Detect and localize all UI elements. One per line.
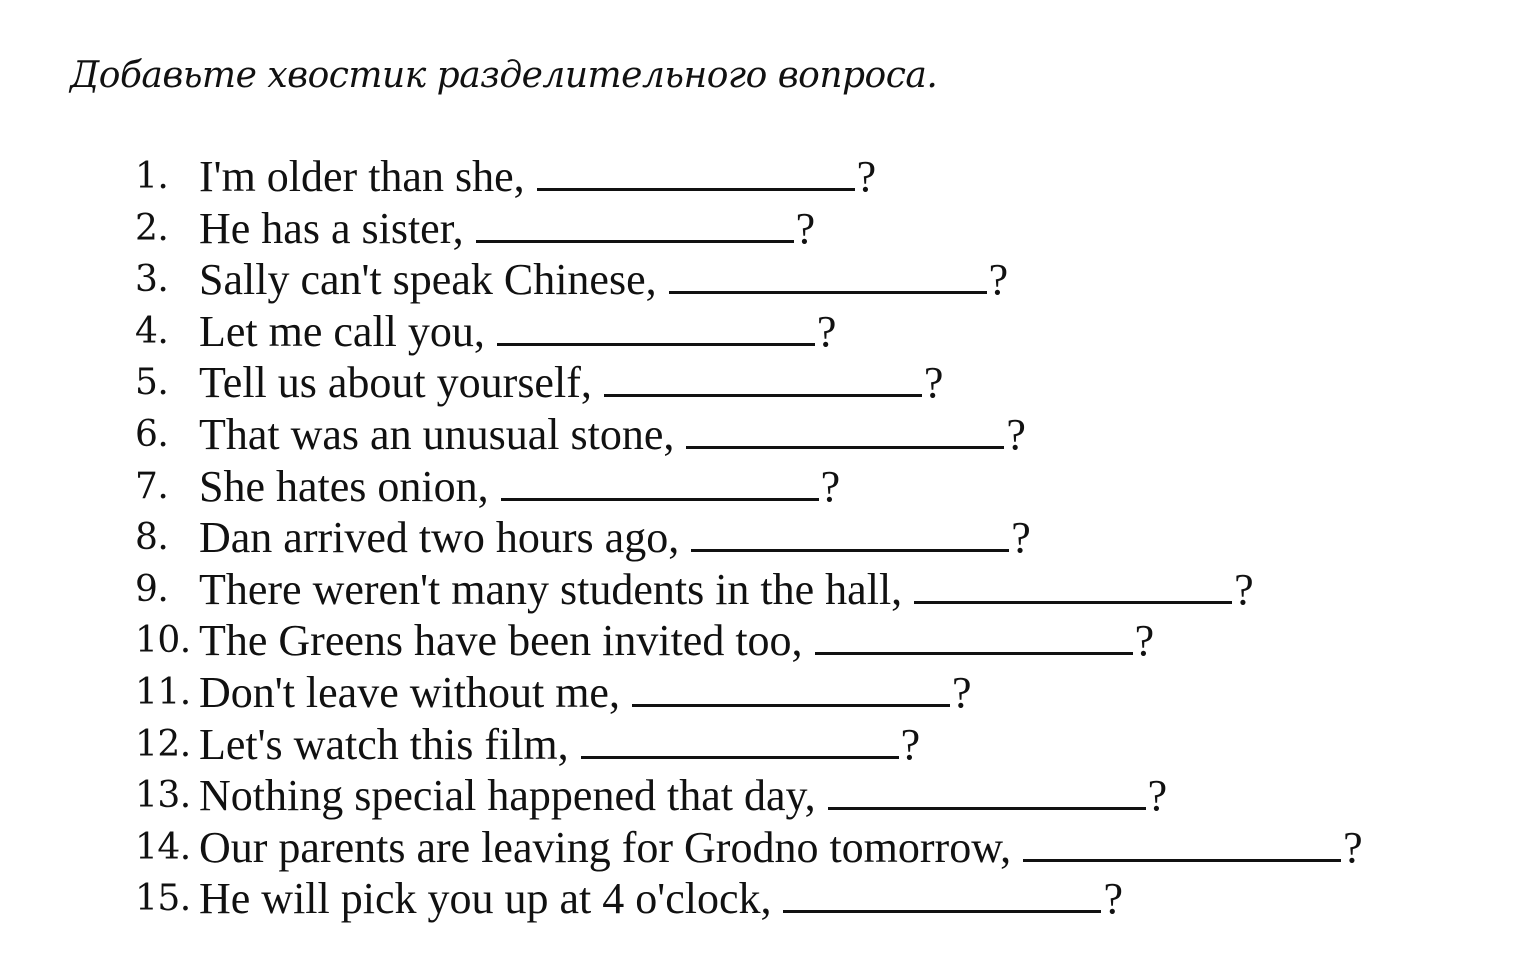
exercise-item-4 [0, 306, 1536, 358]
question-mark: ? [923, 358, 944, 408]
question-mark: ? [1147, 771, 1168, 821]
item-text [199, 306, 836, 358]
question-mark: ? [951, 667, 972, 717]
exercise-item-6 [0, 409, 1536, 461]
item-text [199, 615, 1154, 667]
item-text [199, 254, 1008, 306]
exercise-list [0, 151, 1536, 925]
question-mark: ? [1011, 513, 1031, 563]
answer-blank[interactable] [691, 517, 1009, 552]
answer-blank[interactable] [828, 775, 1146, 810]
item-sentence: Don't leave without me, [199, 667, 620, 717]
question-mark: ? [856, 152, 877, 201]
item-text [199, 151, 876, 203]
exercise-item-3 [0, 254, 1536, 306]
question-mark: ? [1006, 409, 1026, 459]
item-number: 11. [135, 671, 191, 713]
item-sentence: He will pick you up at 4 o'clock, [199, 874, 772, 924]
item-number: 5. [135, 362, 169, 404]
item-text [199, 512, 1031, 564]
exercise-item-13 [0, 770, 1536, 822]
item-sentence: Tell us about yourself, [199, 358, 592, 408]
exercise-item-5 [0, 357, 1536, 409]
exercise-item-11 [0, 667, 1536, 719]
question-mark: ? [795, 203, 816, 253]
item-sentence: That was an unusual stone, [199, 409, 675, 459]
item-number: 6. [135, 413, 169, 455]
exercise-item-12 [0, 719, 1536, 771]
item-number: 9. [135, 568, 169, 610]
exercise-item-10 [0, 615, 1536, 667]
exercise-item-1 [0, 151, 1536, 203]
item-number: 12. [135, 723, 191, 765]
item-text [199, 203, 815, 255]
item-number: 7. [135, 465, 169, 507]
item-number: 1. [135, 156, 169, 197]
answer-blank[interactable] [476, 208, 794, 243]
exercise-item-2 [0, 203, 1536, 255]
item-number: 8. [135, 517, 169, 559]
exercise-item-9 [0, 564, 1536, 616]
exercise-item-15 [0, 873, 1536, 925]
answer-blank[interactable] [632, 672, 950, 707]
item-sentence: Nothing special happened that day, [199, 771, 816, 821]
item-number: 13. [135, 775, 191, 817]
item-sentence: He has a sister, [199, 203, 464, 253]
item-text [199, 770, 1167, 822]
item-text [199, 719, 920, 771]
item-sentence: Our parents are leaving for Grodno tomorrow, [199, 822, 1012, 872]
item-text [199, 873, 1123, 925]
question-mark: ? [1343, 822, 1363, 872]
item-number: 3. [135, 259, 169, 301]
item-sentence: Let's watch this film, [199, 719, 569, 769]
answer-blank[interactable] [815, 620, 1133, 655]
answer-blank[interactable] [914, 569, 1232, 604]
exercise-item-14 [0, 822, 1536, 874]
item-text [199, 409, 1026, 461]
item-text [199, 564, 1254, 616]
answer-blank[interactable] [669, 259, 987, 294]
item-sentence: The Greens have been invited too, [199, 616, 803, 666]
question-mark: ? [816, 306, 837, 356]
question-mark: ? [1103, 874, 1124, 924]
item-number: 2. [135, 207, 169, 249]
answer-blank[interactable] [604, 362, 922, 397]
item-sentence: Dan arrived two hours ago, [199, 513, 680, 563]
question-mark: ? [820, 461, 841, 511]
item-text [199, 822, 1363, 874]
answer-blank[interactable] [497, 311, 815, 346]
answer-blank[interactable] [501, 466, 819, 501]
item-sentence: Sally can't speak Chinese, [199, 255, 657, 305]
item-text [199, 461, 840, 513]
exercise-item-7 [0, 461, 1536, 513]
answer-blank[interactable] [1023, 827, 1341, 862]
question-mark: ? [900, 719, 921, 769]
item-text [199, 667, 971, 719]
question-mark: ? [1134, 616, 1155, 666]
item-text [199, 357, 943, 409]
answer-blank[interactable] [686, 414, 1004, 449]
item-sentence: She hates onion, [199, 461, 489, 511]
item-sentence: There weren't many students in the hall, [199, 564, 903, 614]
item-number: 10. [135, 620, 191, 662]
item-number: 4. [135, 310, 169, 352]
question-mark: ? [988, 255, 1009, 305]
question-mark: ? [1234, 564, 1254, 614]
item-sentence: Let me call you, [199, 306, 485, 356]
item-sentence: I'm older than she, [199, 152, 525, 201]
answer-blank[interactable] [581, 724, 899, 759]
item-number: 14. [135, 826, 191, 868]
answer-blank[interactable] [537, 156, 855, 191]
answer-blank[interactable] [783, 878, 1101, 913]
instruction-heading: Добавьте хвостик разделительного вопроса. [70, 55, 938, 96]
item-number: 15. [135, 878, 191, 920]
exercise-item-8 [0, 512, 1536, 564]
